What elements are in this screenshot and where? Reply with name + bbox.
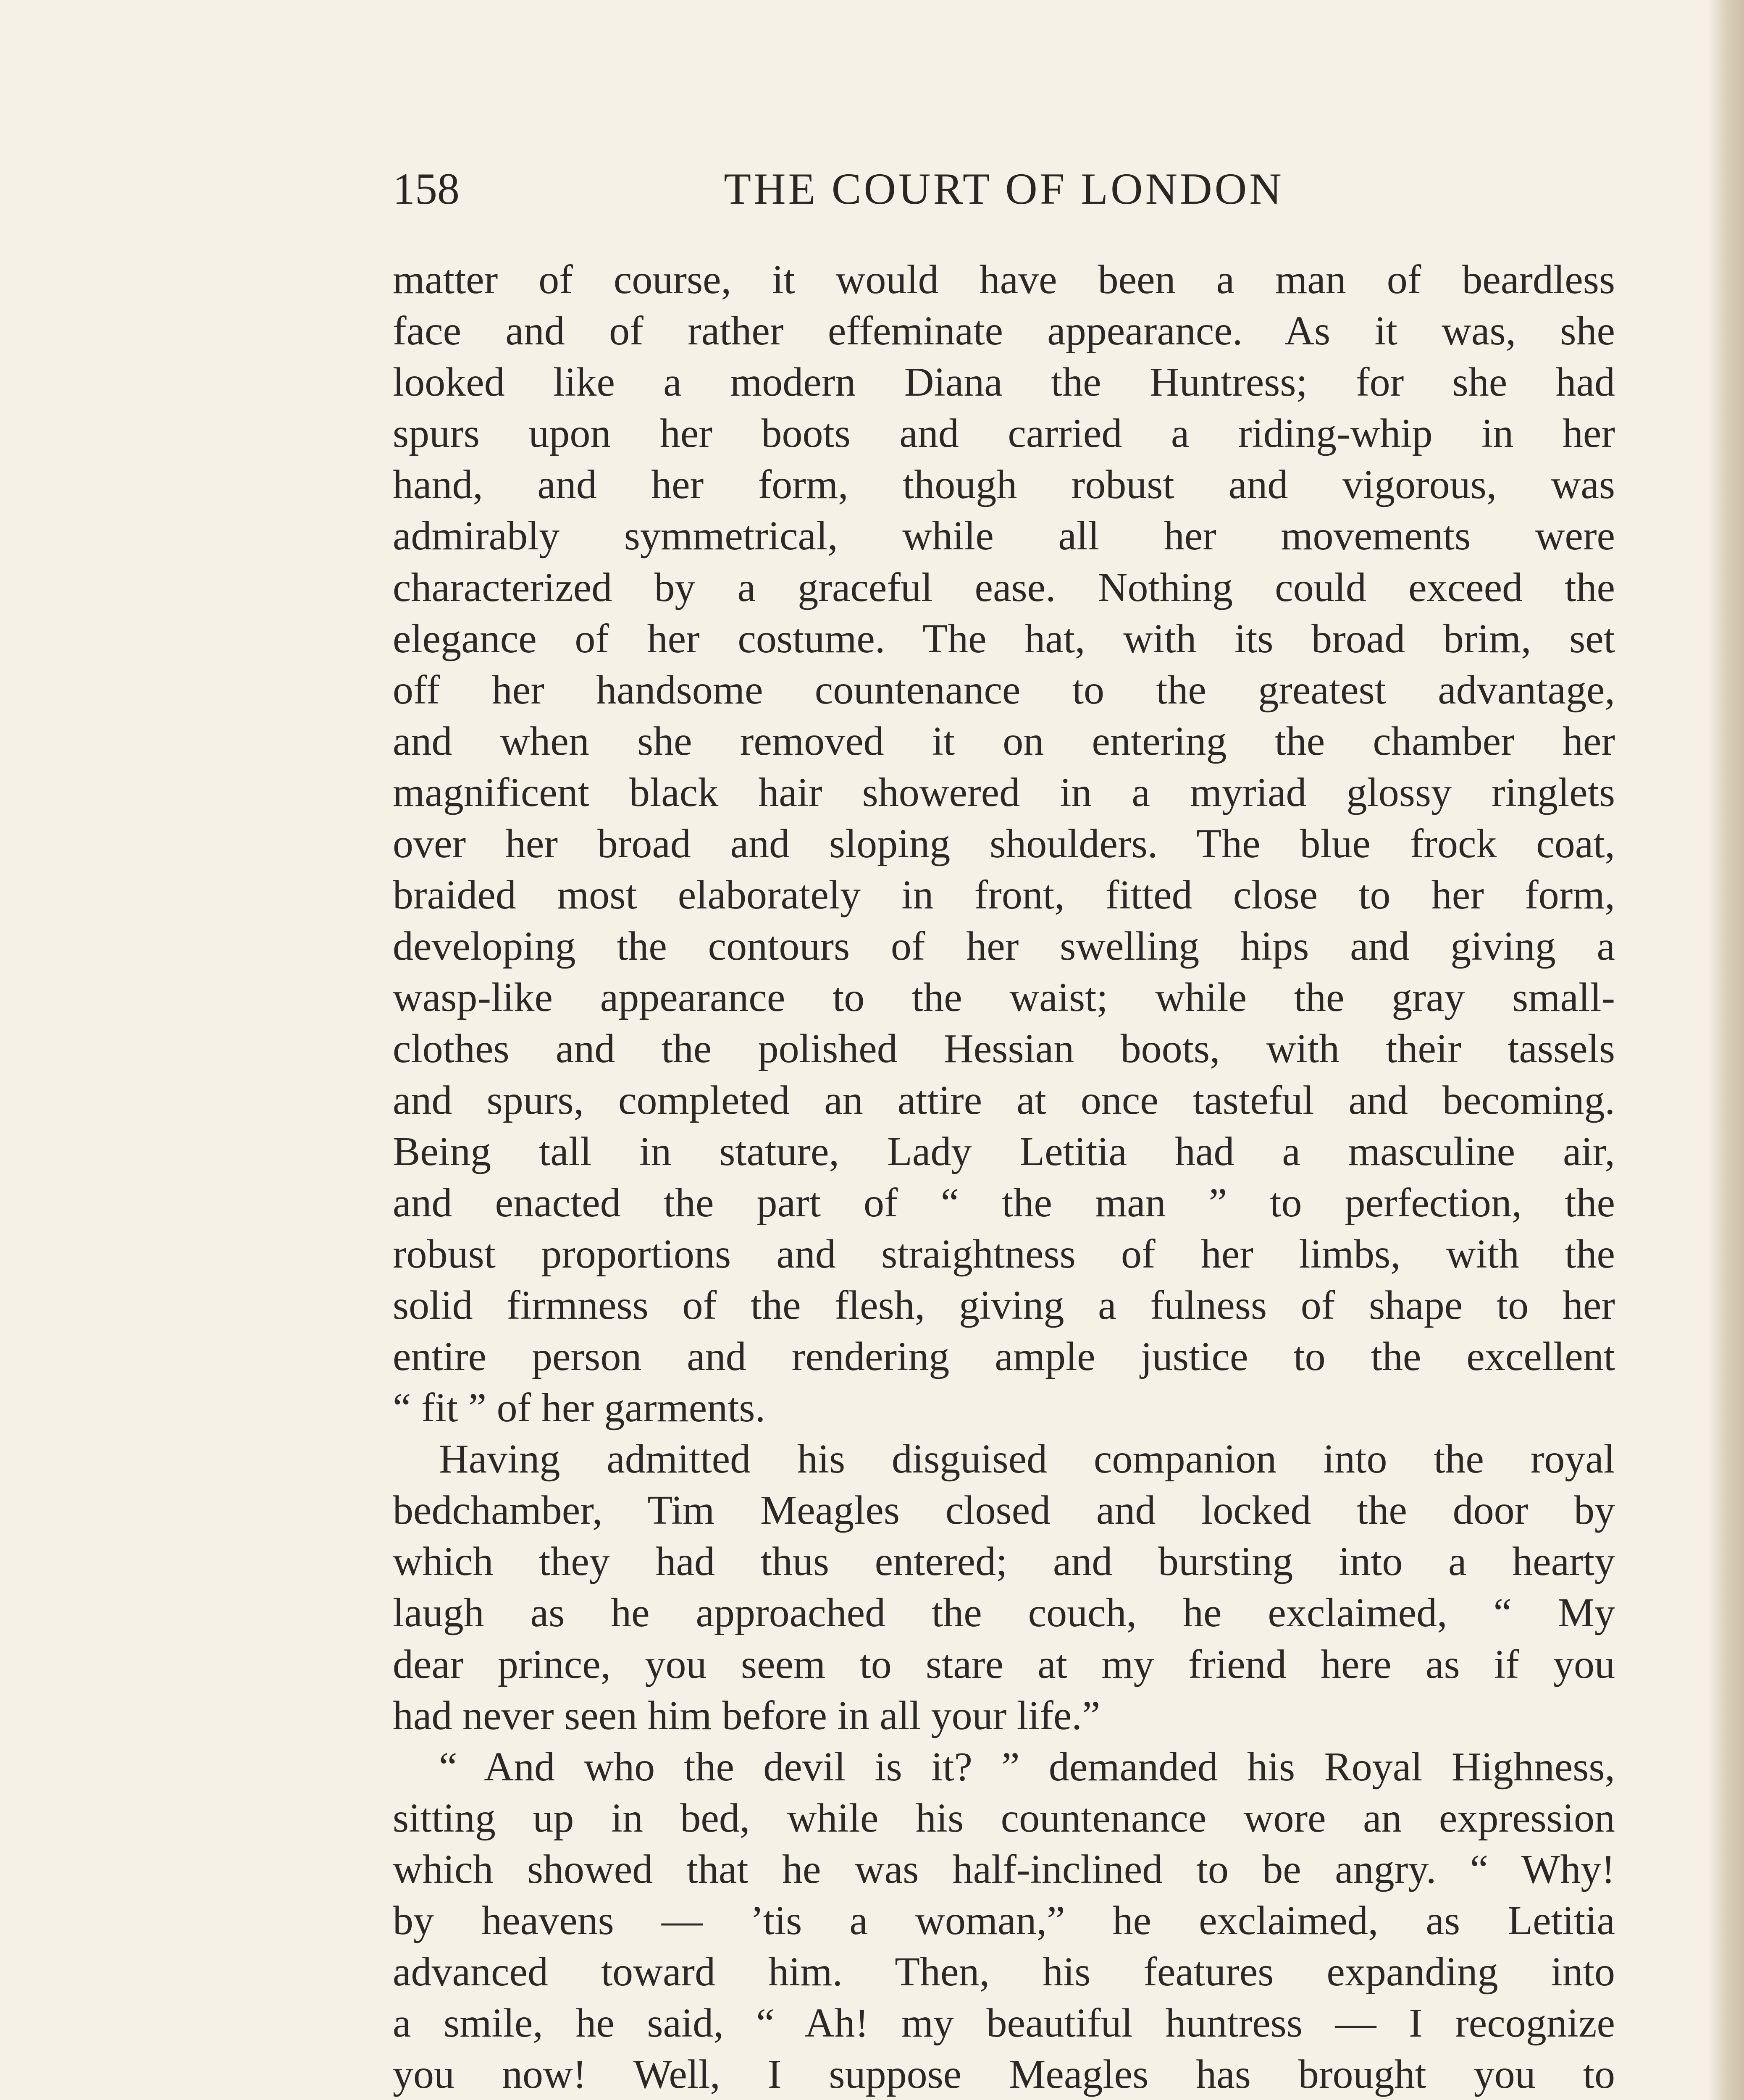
text-line: and enacted the part of “ the man ” to perfection, the: [393, 1180, 1615, 1226]
text-line: over her broad and sloping shoulders. The blue frock coat,: [393, 821, 1615, 867]
text-line: magnificent black hair showered in a myriad glossy ringlets: [393, 769, 1615, 815]
body-text: [393, 254, 1615, 2100]
text-line: wasp-like appearance to the waist; while the gray small-: [393, 975, 1615, 1021]
page-number: 158: [393, 164, 460, 213]
text-line: face and of rather effeminate appearance. As it was, she: [393, 308, 1615, 354]
text-line: “ And who the devil is it? ” demanded his Royal Highness,: [439, 1744, 1615, 1790]
text-line: entire person and rendering ample justice to the excellent: [393, 1334, 1615, 1379]
text-line: by heavens — ’tis a woman,” he exclaimed, as Letitia: [393, 1898, 1615, 1943]
text-line: you now! Well, I suppose Meagles has brought you to: [393, 2052, 1615, 2097]
text-line: dear prince, you seem to stare at my friend here as if you: [393, 1641, 1615, 1687]
text-line: solid firmness of the flesh, giving a fulness of shape to her: [393, 1282, 1615, 1328]
text-line: off her handsome countenance to the greatest advantage,: [393, 667, 1615, 713]
text-line: advanced toward him. Then, his features expanding into: [393, 1949, 1615, 1995]
text-line: developing the contours of her swelling hips and giving a: [393, 924, 1615, 969]
text-line: admirably symmetrical, while all her movements were: [393, 513, 1615, 559]
text-line: hand, and her form, though robust and vigorous, was: [393, 462, 1615, 508]
text-line: Being tall in stature, Lady Letitia had a masculine air,: [393, 1129, 1615, 1174]
text-line: braided most elaborately in front, fitted close to her form,: [393, 872, 1615, 918]
text-line: characterized by a graceful ease. Nothing could exceed the: [393, 564, 1615, 610]
text-line: robust proportions and straightness of her limbs, with the: [393, 1231, 1615, 1277]
text-line: had never seen him before in all your life.”: [393, 1693, 1101, 1738]
page-header: [393, 162, 1615, 216]
text-line: sitting up in bed, while his countenance wore an expression: [393, 1795, 1615, 1841]
text-line: spurs upon her boots and carried a riding-whip in her: [393, 411, 1615, 457]
text-line: looked like a modern Diana the Huntress; for she had: [393, 360, 1615, 405]
running-head-title: THE COURT OF LONDON: [724, 164, 1284, 213]
text-line: bedchamber, Tim Meagles closed and locked the door by: [393, 1488, 1615, 1533]
text-line: elegance of her costume. The hat, with its broad brim, set: [393, 616, 1615, 662]
text-line: matter of course, it would have been a man of beardless: [393, 257, 1615, 302]
text-line: and spurs, completed an attire at once tasteful and becoming.: [393, 1077, 1615, 1123]
text-line: “ fit ” of her garments.: [393, 1385, 766, 1431]
text-line: clothes and the polished Hessian boots, with their tassels: [393, 1026, 1615, 1072]
text-line: laugh as he approached the couch, he exclaimed, “ My: [393, 1590, 1615, 1636]
text-line: which showed that he was half-inclined to be angry. “ Why!: [393, 1846, 1615, 1892]
page-edge-shadow: [1708, 0, 1744, 2100]
text-line: Having admitted his disguised companion into the royal: [439, 1436, 1615, 1482]
text-line: which they had thus entered; and bursting into a hearty: [393, 1539, 1615, 1585]
text-line: a smile, he said, “ Ah! my beautiful huntress — I recognize: [393, 2000, 1615, 2046]
text-line: and when she removed it on entering the chamber her: [393, 718, 1615, 764]
